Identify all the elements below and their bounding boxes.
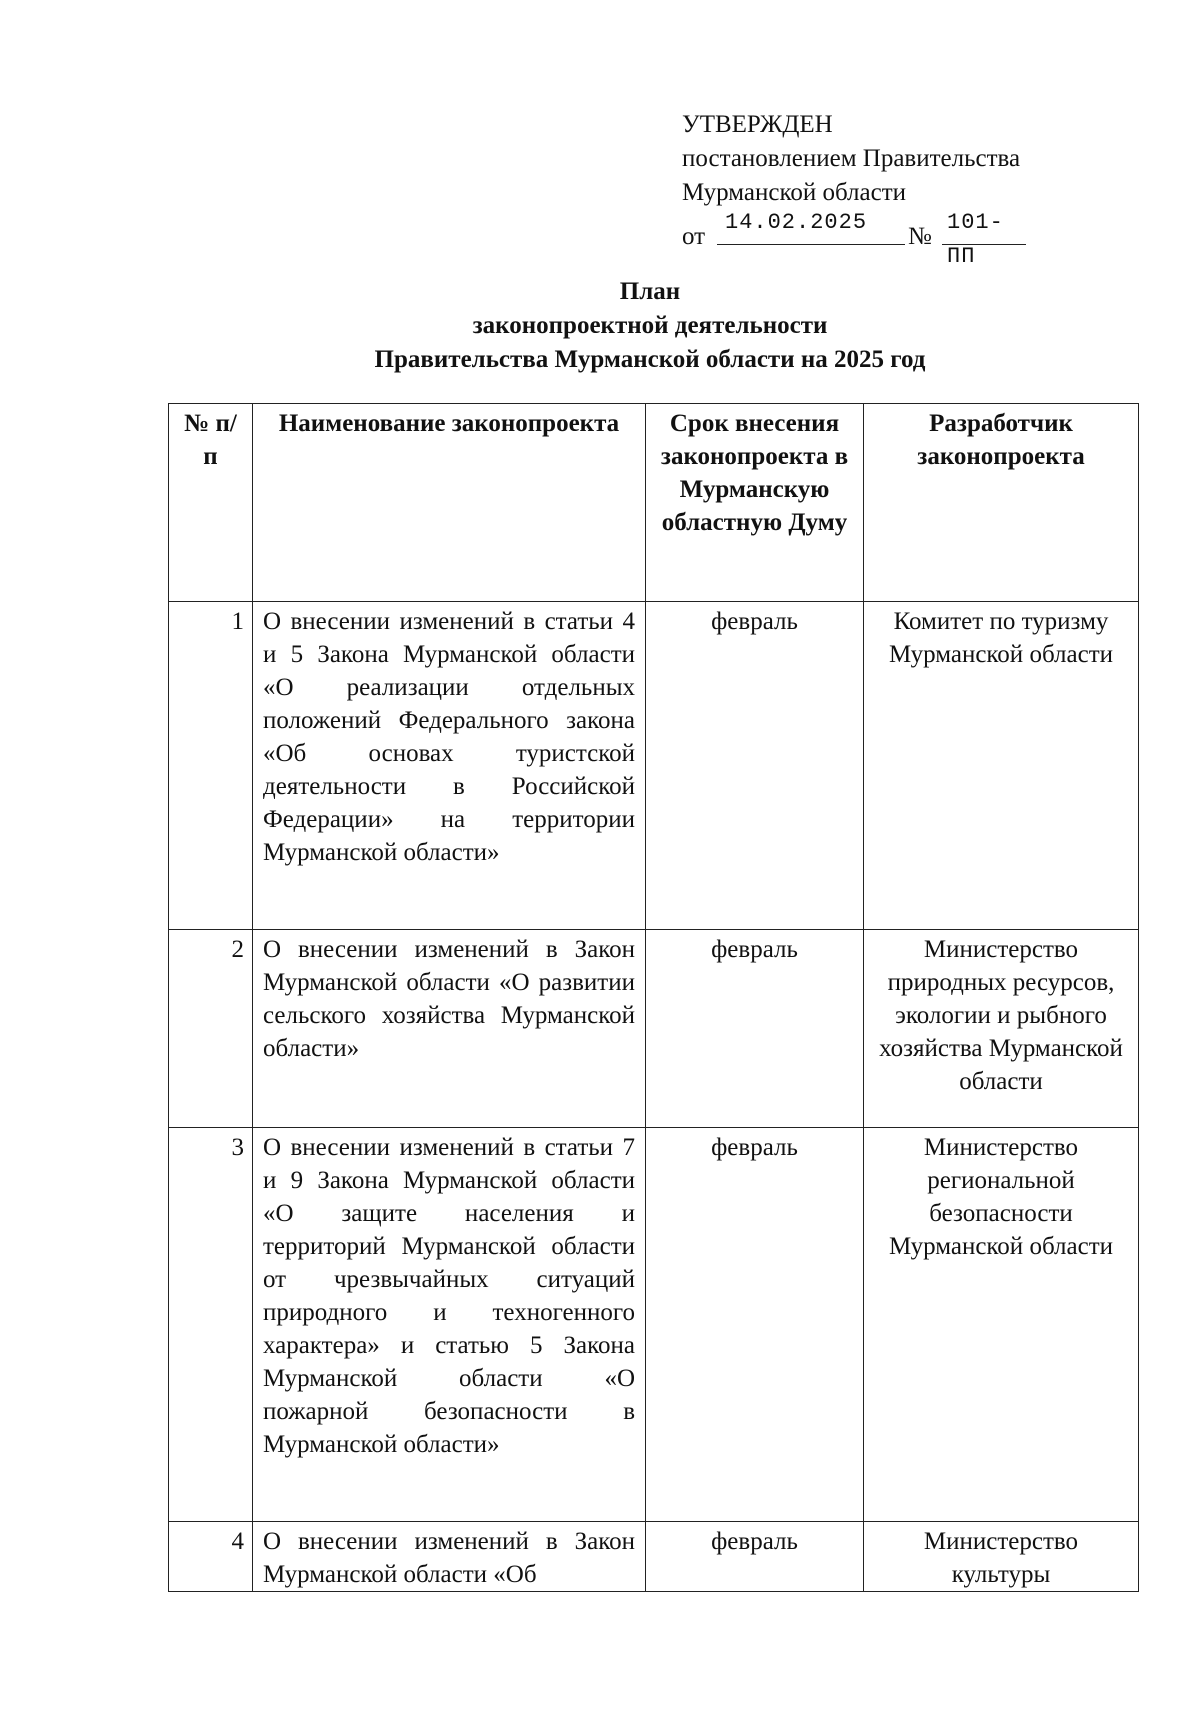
row-developer: Министерство природных ресурсов, экологии и рыбного хозяйства Мурманской области [864,930,1139,1128]
date-field [717,210,905,245]
row-num: 1 [169,602,253,930]
row-term: февраль [646,930,864,1128]
title-line-1: План [619,278,681,305]
number-field [942,210,1026,269]
document-title [0,275,1200,377]
row-developer: Комитет по туризму Мурманской области [864,602,1139,930]
row-name: О внесении изменений в статьи 7 и 9 Закона Мурманской области «О защите населения и территорий Мурманской области от чрезвычайных ситуаций природного и техногенного характера» и статью 5 Закона Мурманской области «О пожарной безопасности в Мурманской области» [253,1128,646,1522]
approval-status: УТВЕРЖДЕН [682,111,833,138]
header-developer: Разработчик законопроекта [864,404,1139,602]
row-term: февраль [646,1522,864,1592]
approval-line-region: Мурманской области [682,179,907,206]
table-row [169,930,1139,1128]
table-row [169,602,1139,930]
date-prefix: от [682,223,706,250]
date-value: 14.02.2025 [725,210,868,235]
approval-line-resolution: постановлением Правительства [682,145,1021,172]
approval-date-line [682,210,1102,269]
row-developer: Министерство культуры [864,1522,1139,1592]
row-term: февраль [646,1128,864,1522]
row-name: О внесении изменений в статьи 4 и 5 Закона Мурманской области «О реализации отдельных положений Федерального закона «Об основах туристской деятельности в Российской Федерации» на территории Мурманской области» [253,602,646,930]
title-line-3: Правительства Мурманской области на 2025 год [374,346,926,373]
row-num: 4 [169,1522,253,1592]
header-num: № п/п [169,404,253,602]
row-name: О внесении изменений в Закон Мурманской области «О развитии сельского хозяйства Мурманской области» [253,930,646,1128]
plan-table [168,403,1139,1592]
row-name: О внесении изменений в Закон Мурманской области «Об [253,1522,646,1592]
row-num: 2 [169,930,253,1128]
row-num: 3 [169,1128,253,1522]
table-row [169,1128,1139,1522]
row-developer: Министерство региональной безопасности Мурманской области [864,1128,1139,1522]
table-row [169,1522,1139,1592]
number-value: 101-ПП [947,210,1004,269]
approval-block [682,108,1102,269]
table-header-row [169,404,1139,602]
row-term: февраль [646,602,864,930]
header-term: Срок внесения законопроекта в Мурманскую областную Думу [646,404,864,602]
header-name: Наименование законопроекта [253,404,646,602]
number-label: № [908,223,932,250]
title-line-2: законопроектной деятельности [472,312,828,339]
